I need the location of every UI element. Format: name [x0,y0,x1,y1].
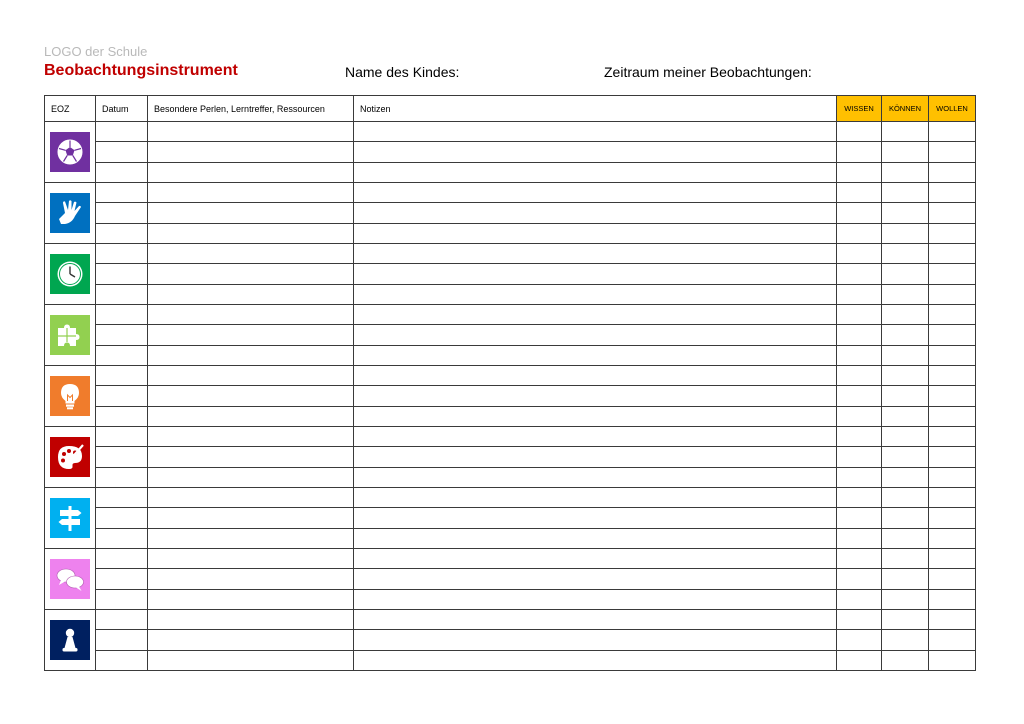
cell-wollen[interactable] [929,325,976,345]
table-row [45,122,976,142]
cell-perlen[interactable] [148,365,354,385]
cell-wollen[interactable] [929,589,976,609]
table-row [45,467,976,487]
cell-perlen[interactable] [148,142,354,162]
cell-perlen[interactable] [148,447,354,467]
cell-wissen[interactable] [837,264,882,284]
cell-perlen[interactable] [148,264,354,284]
cell-datum[interactable] [96,182,148,202]
column-header-notizen: Notizen [354,96,837,122]
cell-wollen[interactable] [929,365,976,385]
cell-wissen[interactable] [837,467,882,487]
cell-wollen[interactable] [929,304,976,324]
cell-wollen[interactable] [929,548,976,568]
cell-koennen[interactable] [882,609,929,629]
table-row [45,284,976,304]
eoz-icon-cell [45,426,96,487]
cell-koennen[interactable] [882,406,929,426]
table-row [45,528,976,548]
cell-wissen[interactable] [837,609,882,629]
cell-koennen[interactable] [882,325,929,345]
cell-datum[interactable] [96,426,148,446]
cell-perlen[interactable] [148,528,354,548]
cell-perlen[interactable] [148,609,354,629]
cell-koennen[interactable] [882,284,929,304]
cell-wollen[interactable] [929,182,976,202]
cell-datum[interactable] [96,508,148,528]
column-header-wissen: WISSEN [837,96,882,122]
cell-wollen[interactable] [929,487,976,507]
table-row [45,630,976,650]
cell-wollen[interactable] [929,142,976,162]
table-row [45,223,976,243]
table-row [45,325,976,345]
cell-wissen[interactable] [837,386,882,406]
cell-wissen[interactable] [837,650,882,670]
cell-wissen[interactable] [837,406,882,426]
cell-wissen[interactable] [837,223,882,243]
eoz-icon-cell [45,304,96,365]
cell-perlen[interactable] [148,203,354,223]
eoz-icon-cell [45,122,96,183]
cell-koennen[interactable] [882,122,929,142]
cell-perlen[interactable] [148,406,354,426]
cell-datum[interactable] [96,243,148,263]
cell-wissen[interactable] [837,447,882,467]
cell-datum[interactable] [96,589,148,609]
cell-perlen[interactable] [148,182,354,202]
cell-notizen[interactable] [354,528,837,548]
cell-perlen[interactable] [148,630,354,650]
cell-perlen[interactable] [148,386,354,406]
table-row [45,345,976,365]
cell-koennen[interactable] [882,630,929,650]
cell-perlen[interactable] [148,650,354,670]
table-row [45,589,976,609]
cell-datum[interactable] [96,304,148,324]
cell-wissen[interactable] [837,528,882,548]
cell-notizen[interactable] [354,569,837,589]
football-icon [50,132,90,172]
cell-koennen[interactable] [882,264,929,284]
cell-notizen[interactable] [354,203,837,223]
cell-perlen[interactable] [148,508,354,528]
cell-datum[interactable] [96,264,148,284]
cell-wollen[interactable] [929,122,976,142]
eoz-icon-cell [45,548,96,609]
cell-wollen[interactable] [929,162,976,182]
cell-datum[interactable] [96,345,148,365]
cell-datum[interactable] [96,569,148,589]
cell-datum[interactable] [96,467,148,487]
table-row [45,406,976,426]
cell-wollen[interactable] [929,528,976,548]
cell-wissen[interactable] [837,304,882,324]
cell-koennen[interactable] [882,162,929,182]
column-header-datum: Datum [96,96,148,122]
table-row [45,243,976,263]
cell-perlen[interactable] [148,426,354,446]
cell-datum[interactable] [96,548,148,568]
child-name-label: Name des Kindes: [345,64,460,80]
cell-wissen[interactable] [837,243,882,263]
cell-perlen[interactable] [148,569,354,589]
table-row [45,386,976,406]
cell-koennen[interactable] [882,650,929,670]
column-header-wollen: WOLLEN [929,96,976,122]
cell-perlen[interactable] [148,223,354,243]
cell-wollen[interactable] [929,569,976,589]
cell-notizen[interactable] [354,630,837,650]
cell-notizen[interactable] [354,325,837,345]
puzzle-icon [50,315,90,355]
cell-koennen[interactable] [882,467,929,487]
eoz-icon-cell [45,182,96,243]
cell-notizen[interactable] [354,182,837,202]
cell-datum[interactable] [96,487,148,507]
cell-koennen[interactable] [882,365,929,385]
cell-koennen[interactable] [882,142,929,162]
cell-wissen[interactable] [837,569,882,589]
cell-datum[interactable] [96,365,148,385]
cell-wissen[interactable] [837,203,882,223]
table-header-row [45,96,976,122]
game-pawn-icon [50,620,90,660]
cell-wissen[interactable] [837,365,882,385]
cell-koennen[interactable] [882,569,929,589]
column-header-eoz: EOZ [45,96,96,122]
eoz-icon-cell [45,487,96,548]
table-row [45,365,976,385]
table-row [45,162,976,182]
cell-notizen[interactable] [354,345,837,365]
cell-perlen[interactable] [148,345,354,365]
table-row [45,142,976,162]
cell-koennen[interactable] [882,386,929,406]
table-row [45,508,976,528]
cell-wollen[interactable] [929,406,976,426]
cell-wollen[interactable] [929,203,976,223]
signpost-icon [50,498,90,538]
hand-icon [50,193,90,233]
cell-datum[interactable] [96,528,148,548]
cell-koennen[interactable] [882,487,929,507]
table-row [45,304,976,324]
cell-wollen[interactable] [929,345,976,365]
cell-wissen[interactable] [837,589,882,609]
column-header-perlen: Besondere Perlen, Lerntreffer, Ressourcen [148,96,354,122]
cell-wollen[interactable] [929,243,976,263]
cell-datum[interactable] [96,162,148,182]
eoz-icon-cell [45,609,96,670]
cell-koennen[interactable] [882,345,929,365]
cell-wollen[interactable] [929,630,976,650]
cell-koennen[interactable] [882,528,929,548]
cell-wollen[interactable] [929,508,976,528]
cell-notizen[interactable] [354,467,837,487]
page-title: Beobachtungsinstrument [44,62,238,79]
cell-perlen[interactable] [148,284,354,304]
cell-notizen[interactable] [354,284,837,304]
cell-wissen[interactable] [837,487,882,507]
cell-perlen[interactable] [148,162,354,182]
eoz-icon-cell [45,365,96,426]
cell-wissen[interactable] [837,325,882,345]
cell-notizen[interactable] [354,406,837,426]
school-logo-placeholder: LOGO der Schule [44,44,148,59]
cell-notizen[interactable] [354,386,837,406]
cell-wissen[interactable] [837,182,882,202]
cell-wissen[interactable] [837,162,882,182]
cell-wollen[interactable] [929,386,976,406]
table-row [45,203,976,223]
cell-notizen[interactable] [354,426,837,446]
cell-wollen[interactable] [929,650,976,670]
cell-koennen[interactable] [882,426,929,446]
cell-wissen[interactable] [837,284,882,304]
cell-notizen[interactable] [354,487,837,507]
cell-wissen[interactable] [837,426,882,446]
cell-koennen[interactable] [882,589,929,609]
table-row [45,264,976,284]
cell-perlen[interactable] [148,122,354,142]
cell-notizen[interactable] [354,243,837,263]
cell-wollen[interactable] [929,467,976,487]
cell-koennen[interactable] [882,203,929,223]
cell-wissen[interactable] [837,548,882,568]
cell-notizen[interactable] [354,162,837,182]
cell-notizen[interactable] [354,609,837,629]
cell-notizen[interactable] [354,365,837,385]
speech-bubbles-icon [50,559,90,599]
cell-datum[interactable] [96,447,148,467]
cell-notizen[interactable] [354,650,837,670]
cell-perlen[interactable] [148,487,354,507]
cell-datum[interactable] [96,142,148,162]
table-row [45,609,976,629]
cell-perlen[interactable] [148,467,354,487]
cell-datum[interactable] [96,223,148,243]
cell-wollen[interactable] [929,264,976,284]
cell-datum[interactable] [96,630,148,650]
cell-koennen[interactable] [882,508,929,528]
cell-koennen[interactable] [882,548,929,568]
cell-datum[interactable] [96,386,148,406]
cell-wissen[interactable] [837,122,882,142]
cell-wissen[interactable] [837,345,882,365]
cell-datum[interactable] [96,325,148,345]
cell-notizen[interactable] [354,122,837,142]
cell-koennen[interactable] [882,447,929,467]
cell-wissen[interactable] [837,142,882,162]
cell-notizen[interactable] [354,304,837,324]
cell-datum[interactable] [96,406,148,426]
cell-notizen[interactable] [354,447,837,467]
cell-perlen[interactable] [148,548,354,568]
cell-perlen[interactable] [148,304,354,324]
cell-notizen[interactable] [354,548,837,568]
cell-koennen[interactable] [882,243,929,263]
clock-icon [50,254,90,294]
cell-perlen[interactable] [148,589,354,609]
cell-notizen[interactable] [354,508,837,528]
cell-notizen[interactable] [354,589,837,609]
cell-wissen[interactable] [837,508,882,528]
table-row [45,569,976,589]
cell-perlen[interactable] [148,325,354,345]
column-header-koennen: KÖNNEN [882,96,929,122]
eoz-icon-cell [45,243,96,304]
cell-wollen[interactable] [929,426,976,446]
table-body [45,122,976,671]
cell-perlen[interactable] [148,243,354,263]
cell-wollen[interactable] [929,447,976,467]
cell-datum[interactable] [96,122,148,142]
table-row [45,548,976,568]
table-row [45,426,976,446]
cell-datum[interactable] [96,203,148,223]
cell-notizen[interactable] [354,142,837,162]
observation-table [44,95,976,671]
table-row [45,650,976,670]
table-row [45,182,976,202]
table-row [45,487,976,507]
cell-datum[interactable] [96,650,148,670]
cell-wollen[interactable] [929,609,976,629]
cell-datum[interactable] [96,284,148,304]
cell-wissen[interactable] [837,630,882,650]
cell-notizen[interactable] [354,223,837,243]
cell-wollen[interactable] [929,284,976,304]
palette-icon [50,437,90,477]
cell-wollen[interactable] [929,223,976,243]
lightbulb-icon [50,376,90,416]
cell-koennen[interactable] [882,182,929,202]
cell-datum[interactable] [96,609,148,629]
observation-period-label: Zeitraum meiner Beobachtungen: [604,64,812,80]
table-row [45,447,976,467]
cell-koennen[interactable] [882,223,929,243]
cell-notizen[interactable] [354,264,837,284]
cell-koennen[interactable] [882,304,929,324]
